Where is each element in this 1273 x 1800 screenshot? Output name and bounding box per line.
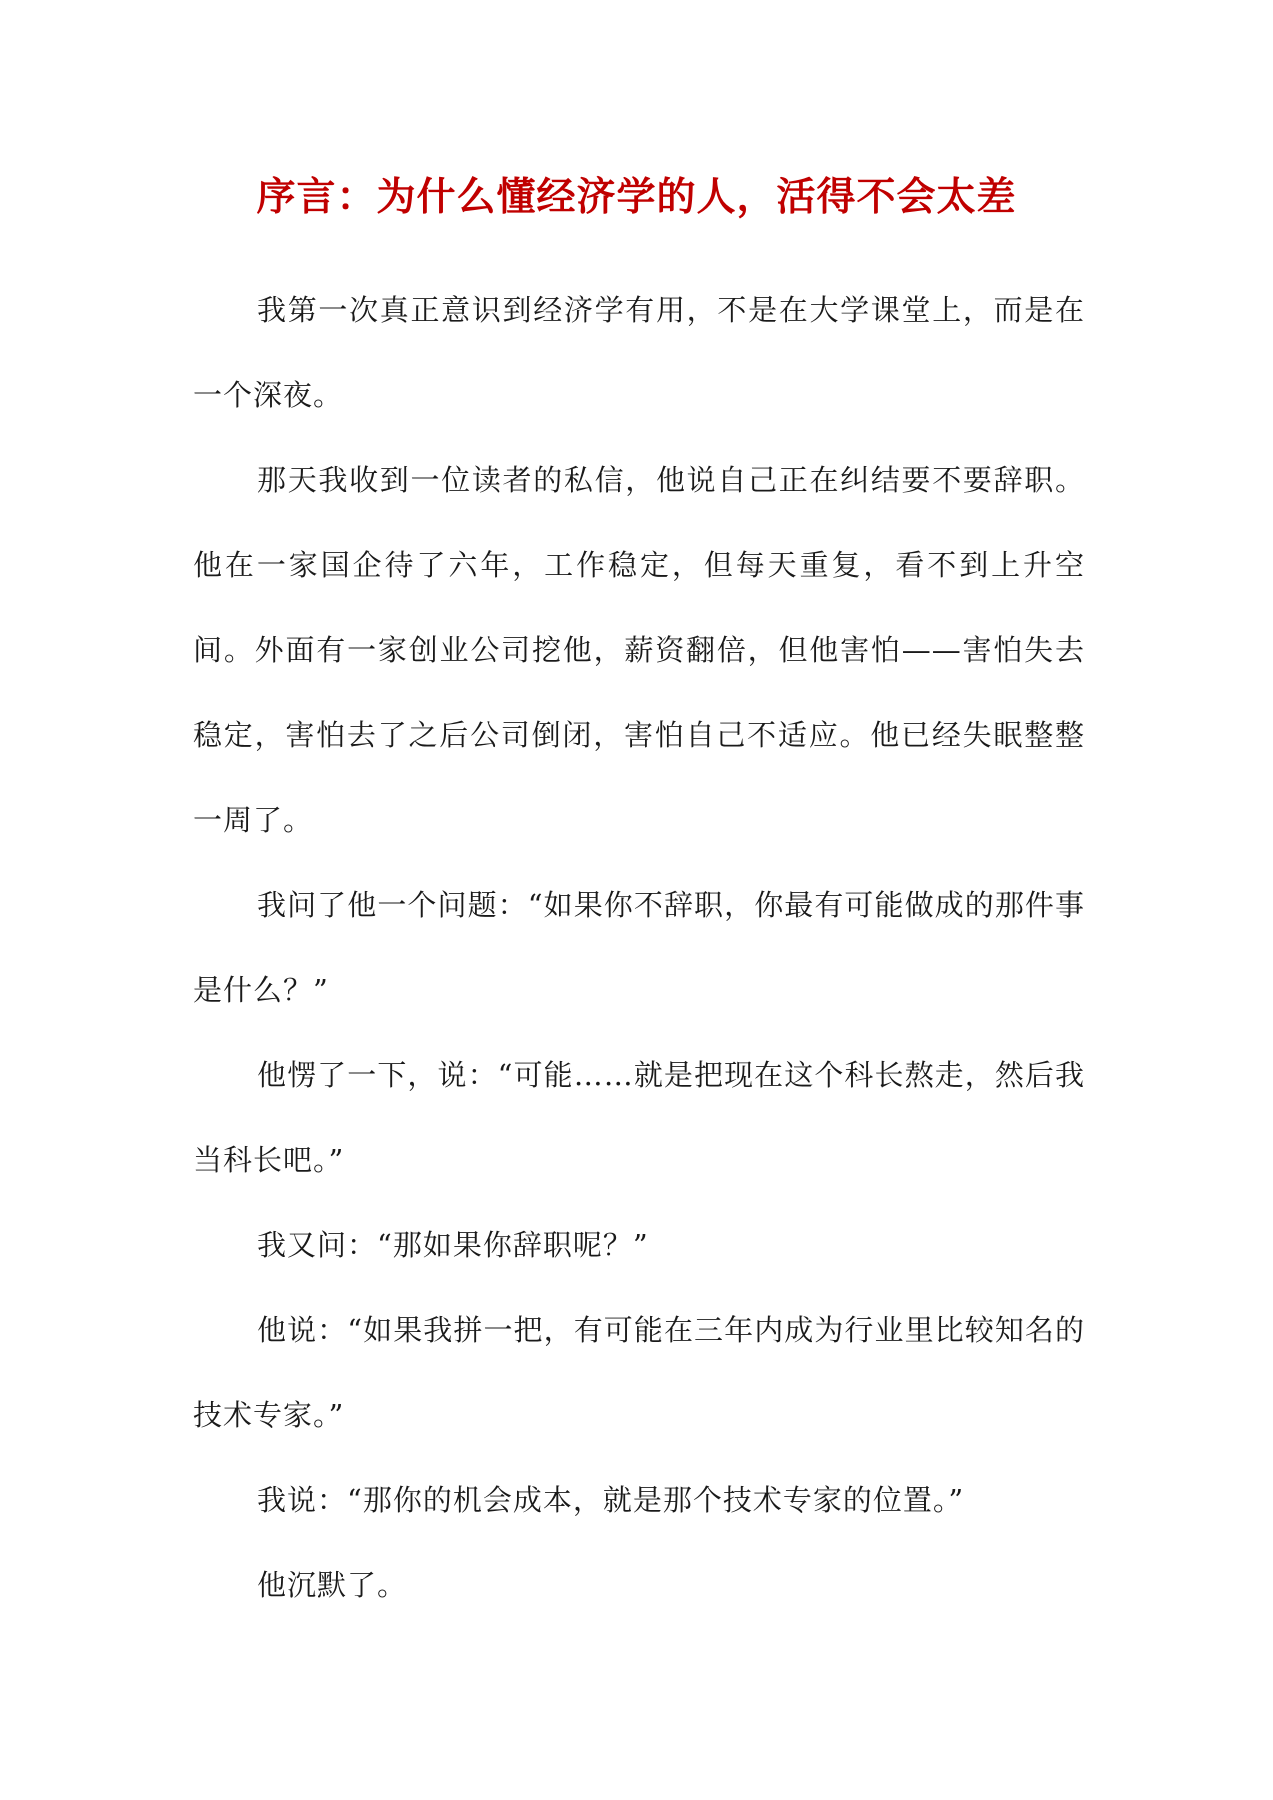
paragraph-7: 我说：“那你的机会成本，就是那个技术专家的位置。” bbox=[257, 1483, 965, 1517]
paragraph-6: 他说：“如果我拼一把，有可能在三年内成为行业里比较知名的技术专家。” bbox=[193, 1313, 1085, 1432]
paragraph-4: 他愣了一下，说：“可能……就是把现在这个科长熬走，然后我当科长吧。” bbox=[193, 1058, 1085, 1177]
paragraph-8: 他沉默了。 bbox=[257, 1568, 408, 1602]
paragraph-1: 我第一次真正意识到经济学有用，不是在大学课堂上，而是在一个深夜。 bbox=[193, 293, 1085, 412]
paragraph-2: 那天我收到一位读者的私信，他说自己正在纠结要不要辞职。他在一家国企待了六年，工作稳定，但每天重复，看不到上升空间。外面有一家创业公司挖他，薪资翻倍，但他害怕——害怕失去稳定，害怕去了之后公司倒闭，害怕自己不适应。他已经失眠整整一周了。 bbox=[193, 463, 1085, 837]
paragraph-3: 我问了他一个问题：“如果你不辞职，你最有可能做成的那件事是什么？” bbox=[193, 888, 1085, 1007]
paragraph-5: 我又问：“那如果你辞职呢？” bbox=[257, 1228, 649, 1262]
body-text bbox=[193, 268, 1085, 1628]
page-title: 序言：为什么懂经济学的人，活得不会太差 bbox=[256, 175, 1017, 220]
